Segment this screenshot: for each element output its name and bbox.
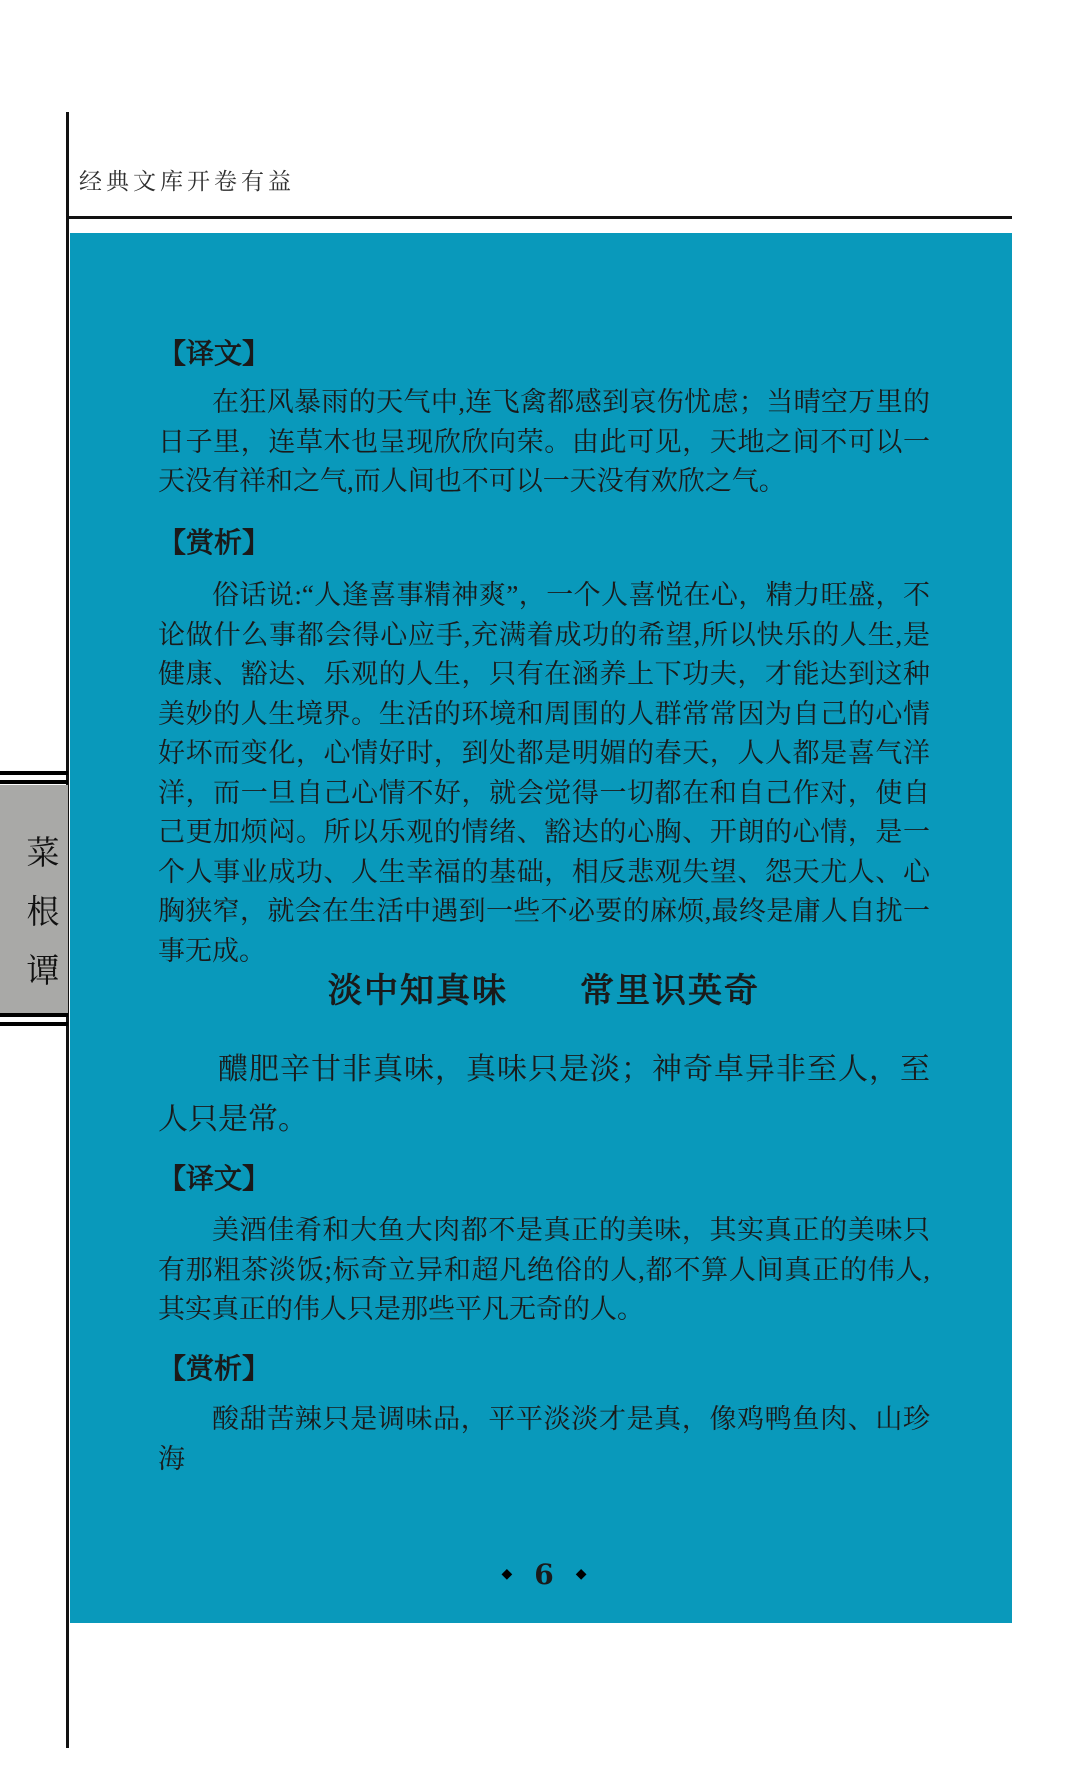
diamond-icon: ◆ bbox=[501, 1567, 513, 1582]
paragraph-original-quote: 醲肥辛甘非真味，真味只是淡；神奇卓异非至人，至人只是常。 bbox=[158, 1053, 930, 1136]
running-header: 经典文库开卷有益 bbox=[79, 169, 295, 194]
spine-tab bbox=[0, 785, 68, 1013]
section-label-shangxi-1: 【赏析】 bbox=[158, 528, 271, 559]
section-label-shangxi-2: 【赏析】 bbox=[158, 1354, 271, 1385]
paragraph-yiwen-1: 在狂风暴雨的天气中,连飞禽都感到哀伤忧虑；当晴空万里的日子里，连草木也呈现欣欣向荣。由此可见，天地之间不可以一天没有祥和之气,而人间也不可以一天没有欢欣之气。 bbox=[158, 387, 930, 496]
paragraph-shangxi-2: 酸甜苦辣只是调味品，平平淡淡才是真，像鸡鸭鱼肉、山珍海 bbox=[158, 1404, 930, 1474]
spine-bottom-rule bbox=[0, 1013, 68, 1026]
content-panel bbox=[70, 233, 1012, 1623]
header-rule bbox=[66, 216, 1012, 219]
chapter-title: 淡中知真味 常里识英奇 bbox=[328, 973, 760, 1010]
spine-char: 谭 bbox=[26, 954, 60, 990]
paragraph-shangxi-1: 俗话说:“人逢喜事精神爽”，一个人喜悦在心，精力旺盛，不论做什么事都会得心应手,充满着成功的希望,所以快乐的人生,是健康、豁达、乐观的人生，只有在涵养上下功夫，才能达到这种美妙的人生境界。生活的环境和周围的人群常常因为自己的心情好坏而变化，心情好时，到处都是明媚的春天，人人都是喜气洋洋，而一旦自己心情不好，就会觉得一切都在和自己作对，使自己更加烦闷。所以乐观的情绪、豁达的心胸、开朗的心情，是一个人事业成功、人生幸福的基础，相反悲观失望、怨天尤人、心胸狭窄，就会在生活中遇到一些不必要的麻烦,最终是庸人自扰一事无成。 bbox=[158, 580, 930, 966]
section-label-yiwen-1: 【译文】 bbox=[158, 339, 271, 370]
section-label-yiwen-2: 【译文】 bbox=[158, 1164, 271, 1195]
page-footer bbox=[158, 1558, 930, 1591]
paragraph-yiwen-2: 美酒佳肴和大鱼大肉都不是真正的美味，其实真正的美味只有那粗茶淡饭;标奇立异和超凡绝俗的人,都不算人间真正的伟人,其实真正的伟人只是那些平凡无奇的人。 bbox=[158, 1215, 930, 1324]
spine-char: 根 bbox=[26, 895, 60, 931]
spine-top-rule bbox=[0, 771, 68, 784]
spine-char: 菜 bbox=[26, 836, 60, 872]
diamond-icon: ◆ bbox=[575, 1567, 587, 1582]
page-number: 6 bbox=[534, 1558, 554, 1591]
